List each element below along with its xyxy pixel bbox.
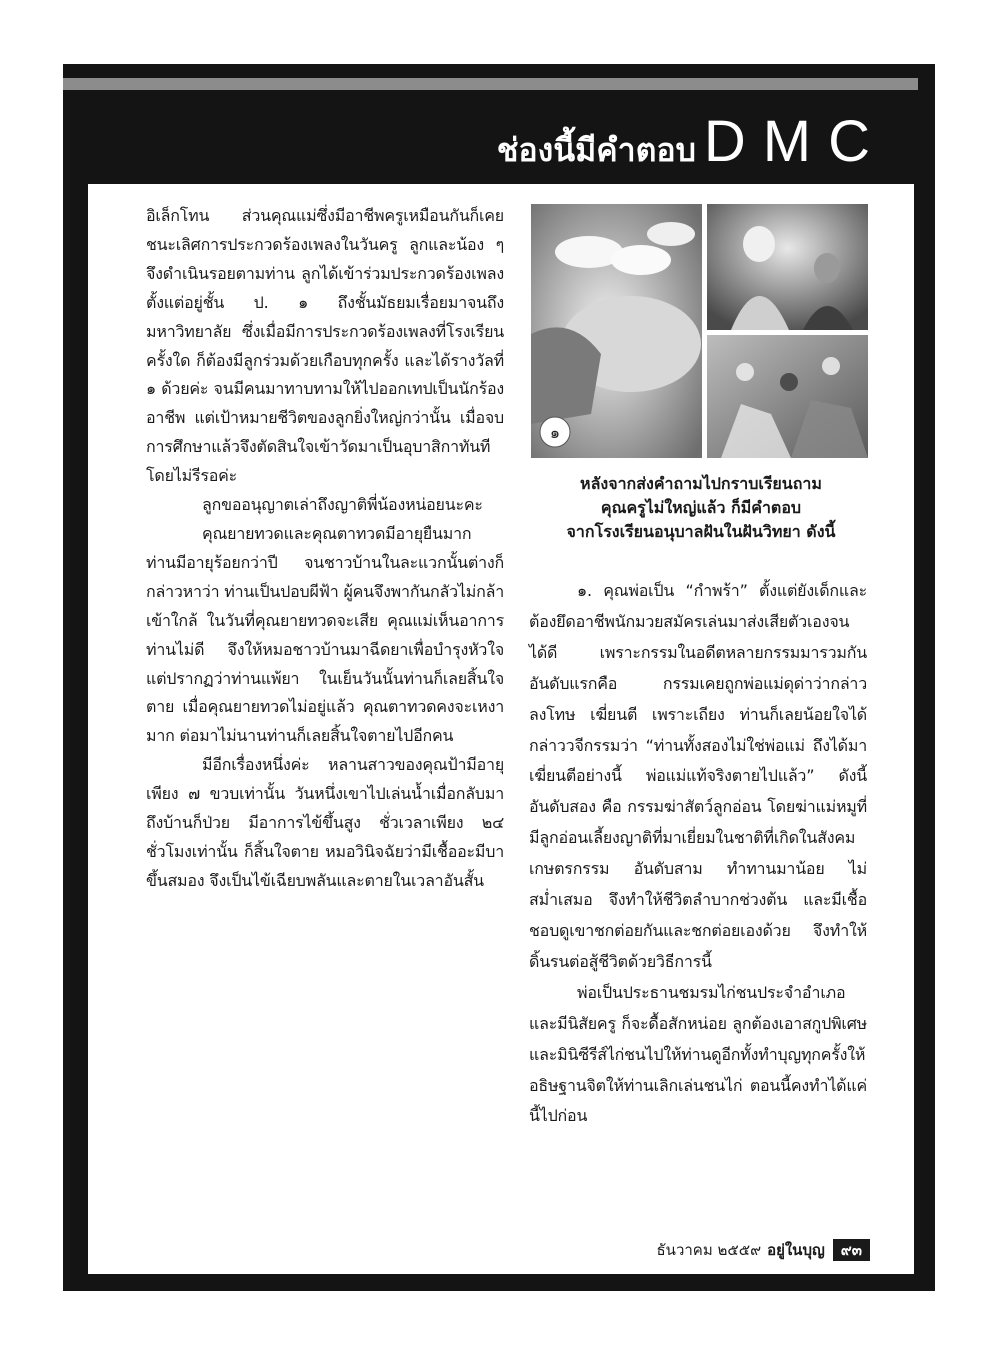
content-area [88, 184, 914, 1274]
left-paragraph-3: คุณยายทวดและคุณตาทวดมีอายุยืนมาก ท่านมีอายุร้อยกว่าปี จนชาวบ้านในละแวกนั้นต่างก็กล่าวหาว่า ท่านเป็นปอบผีฟ้า ผู้คนจึงพากันกลัวไม่กล้าเข้าใกล้ ในวันที่คุณยายทวดจะเสีย คุณแม่เห็นอาการท่านไม่ดี จึงให้หมอชาวบ้านมาฉีดยาเพื่อบำรุงหัวใจ แต่ปรากฏว่าท่านแพ้ยา ในเย็นวันนั้นท่านก็เลยสิ้นใจตาย เมื่อคุณยายทวดไม่อยู่แล้ว คุณตาทวดคงจะเหงามาก ต่อมาไม่นานท่านก็เลยสิ้นใจตายไปอีกคน [146, 523, 504, 746]
caption-line-1: หลังจากส่งคำถามไปกราบเรียนถาม [580, 474, 822, 493]
panel-divider [707, 330, 868, 335]
issue-date: ธันวาคม ๒๕๕๙ [656, 1241, 762, 1259]
frame-stripe [63, 78, 918, 90]
person-head [814, 253, 840, 283]
left-column [146, 202, 504, 896]
dmc-brand: DMC [703, 109, 887, 174]
photo-caption [518, 472, 884, 544]
boxer-figure [780, 373, 798, 391]
caption-line-2: คุณครูไม่ใหญ่แล้ว ก็มีคำตอบ [600, 498, 802, 517]
photo-collage-graphic [531, 204, 868, 458]
photo-collage [531, 204, 868, 458]
boxer-figure [736, 363, 754, 381]
left-paragraph-4: มีอีกเรื่องหนึ่งค่ะ หลานสาวของคุณป้ามีอายุเพียง ๗ ขวบเท่านั้น วันหนึ่งเขาไปเล่นน้ำเมื่อกลับมาถึงบ้านก็ป่วย มีอาการไข้ขึ้นสูง ชั่วเวลาเพียง ๒๔ ชั่วโมงเท่านั้น ก็สิ้นใจตาย หมอวินิจฉัยว่ามีเชื้ออะมีบาขึ้นสมอง จึงเป็นไข้เฉียบพลันและตายในเวลาอันสั้น [146, 755, 504, 890]
magazine-name: อยู่ในบุญ [767, 1241, 825, 1259]
right-paragraph-1: ๑. คุณพ่อเป็น “กำพร้า” ตั้งแต่ยังเด็กและต้องยึดอาชีพนักมวยสมัครเล่นมาส่งเสียตัวเองจนได้ดี เพราะกรรมในอดีตหลายกรรมมารวมกัน อันดับแรกคือ กรรมเคยถูกพ่อแม่ดุด่าว่ากล่าว ลงโทษ เฆี่ยนตี เพราะเถียง ท่านก็เลยน้อยใจได้กล่าววจีกรรมว่า “ท่านทั้งสองไม่ใช่พ่อแม่ ถึงได้มาเฆี่ยนตีอย่างนี้ พ่อแม่แท้จริงตายไปแล้ว” ดังนี้ อันดับสอง คือ กรรมฆ่าสัตว์ลูกอ่อน โดยฆ่าแม่หมูที่มีลูกอ่อนเลี้ยงญาติที่มาเยี่ยมในชาติที่เกิดในสังคมเกษตรกรรม อันดับสาม ทำทานมาน้อย ไม่สม่ำเสมอ จึงทำให้ชีวิตลำบากช่วงต้น และมีเชื้อชอบดูเขาชกต่อยกันและชกต่อยเองด้วย จึงทำให้ดิ้นรนต่อสู้ชีวิตด้วยวิธีการนี้ [529, 581, 867, 971]
caption-line-3: จากโรงเรียนอนุบาลฝันในฝันวิทยา ดังนี้ [566, 522, 836, 541]
page-footer [518, 1238, 870, 1262]
photo-number-text: ๑ [549, 423, 561, 442]
left-paragraph-2: ลูกขออนุญาตเล่าถึงญาติพี่น้องหน่อยนะคะ [202, 495, 483, 515]
column-header [480, 108, 887, 178]
piglet-shape [647, 222, 695, 246]
left-paragraph-1: อิเล็กโทน ส่วนคุณแม่ซึ่งมีอาชีพครูเหมือนกันก็เคยชนะเลิศการประกวดร้องเพลงในวันครู ลูกและน้อง ๆ จึงดำเนินรอยตามท่าน ลูกได้เข้าร่วมประกวดร้องเพลงตั้งแต่อยู่ชั้น ป. ๑ ถึงชั้นมัธยมเรื่อยมาจนถึงมหาวิทยาลัย ซึ่งเมื่อมีการประกวดร้องเพลงที่โรงเรียนครั้งใด ก็ต้องมีลูกร่วมด้วยเกือบทุกครั้ง และได้รางวัลที่ ๑ ด้วยค่ะ จนมีคนมาทาบทามให้ไปออกเทปเป็นนักร้องอาชีพ แต่เป้าหมายชีวิตของลูกยิ่งใหญ่กว่านั้น เมื่อจบการศึกษาแล้วจึงตัดสินใจเข้าวัดมาเป็นอุบาสิกาทันทีโดยไม่รีรอค่ะ [146, 206, 504, 486]
monk-head [743, 226, 775, 262]
column-title: ช่องนี้มีคำตอบ [496, 131, 696, 169]
monk-scene [707, 204, 868, 330]
panel-divider [702, 204, 707, 458]
right-paragraph-2: พ่อเป็นประธานชมรมไก่ชนประจำอำเภอ และมีนิสัยครู ก็จะดื้อสักหน่อย ลูกต้องเอาสกูปพิเศษและมินิซีรีส์ไก่ชนไปให้ท่านดูอีกทั้งทำบุญทุกครั้งให้อธิษฐานจิตให้ท่านเลิกเล่นชนไก่ ตอนนี้คงทำได้แค่นี้ไปก่อน [529, 982, 867, 1126]
boxer-figure [822, 357, 840, 375]
right-column [529, 576, 867, 1132]
page-number: ๙๓ [833, 1239, 870, 1261]
piglet-shape [611, 245, 671, 275]
